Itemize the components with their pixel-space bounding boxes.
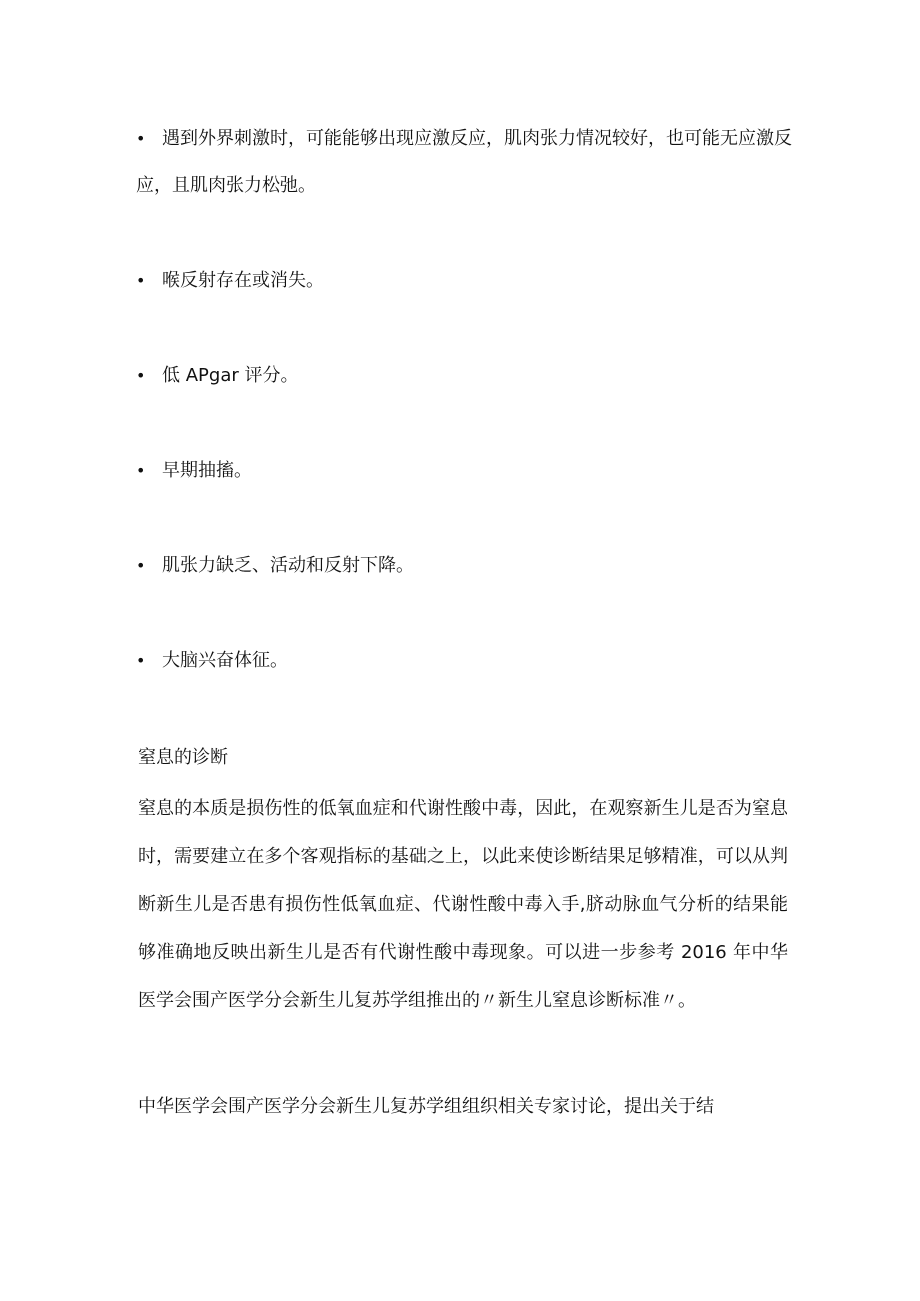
list-item-text: 大脑兴奋体征。 xyxy=(162,650,288,671)
list-item xyxy=(136,637,796,684)
list-item xyxy=(136,542,796,589)
list-item-text: 肌张力缺乏、活动和反射下降。 xyxy=(162,555,414,576)
bullet-marker: • xyxy=(136,129,146,148)
diagnosis-paragraph: 窒息的本质是损伤性的低氧血症和代谢性酸中毒，因此，在观察新生儿是否为窒息时，需要建立在多个客观指标的基础之上，以此来使诊断结果足够精准，可以从判断新生儿是否患有损伤性低氧血症、代谢性酸中毒入手,脐动脉血气分析的结果能够准确地反映出新生儿是否有代谢性酸中毒现象。可以进一步参考 2016 年中华医学会围产医学分会新生儿复苏学组推出的〃新生儿窒息诊断标准〃。 xyxy=(138,798,788,1011)
list-item xyxy=(136,115,796,209)
bullet-marker: • xyxy=(136,556,146,575)
list-item xyxy=(136,447,796,494)
bullet-marker: • xyxy=(136,366,146,385)
bullet-marker: • xyxy=(136,271,146,290)
list-item-text: 遇到外界刺激时，可能能够出现应激反应，肌肉张力情况较好，也可能无应激反应，且肌肉张力松弛。 xyxy=(136,128,792,196)
list-item xyxy=(136,257,796,304)
list-item-text: 低 APgar 评分。 xyxy=(162,365,299,386)
expert-discussion-paragraph: 中华医学会围产医学分会新生儿复苏学组组织相关专家讨论，提出关于结 xyxy=(138,1096,714,1117)
list-item xyxy=(136,352,796,399)
bullet-marker: • xyxy=(136,461,146,480)
section-heading: 窒息的诊断 xyxy=(138,747,228,768)
list-item-text: 喉反射存在或消失。 xyxy=(162,270,324,291)
symptom-list xyxy=(136,115,796,732)
bullet-marker: • xyxy=(136,651,146,670)
list-item-text: 早期抽搐。 xyxy=(162,460,252,481)
